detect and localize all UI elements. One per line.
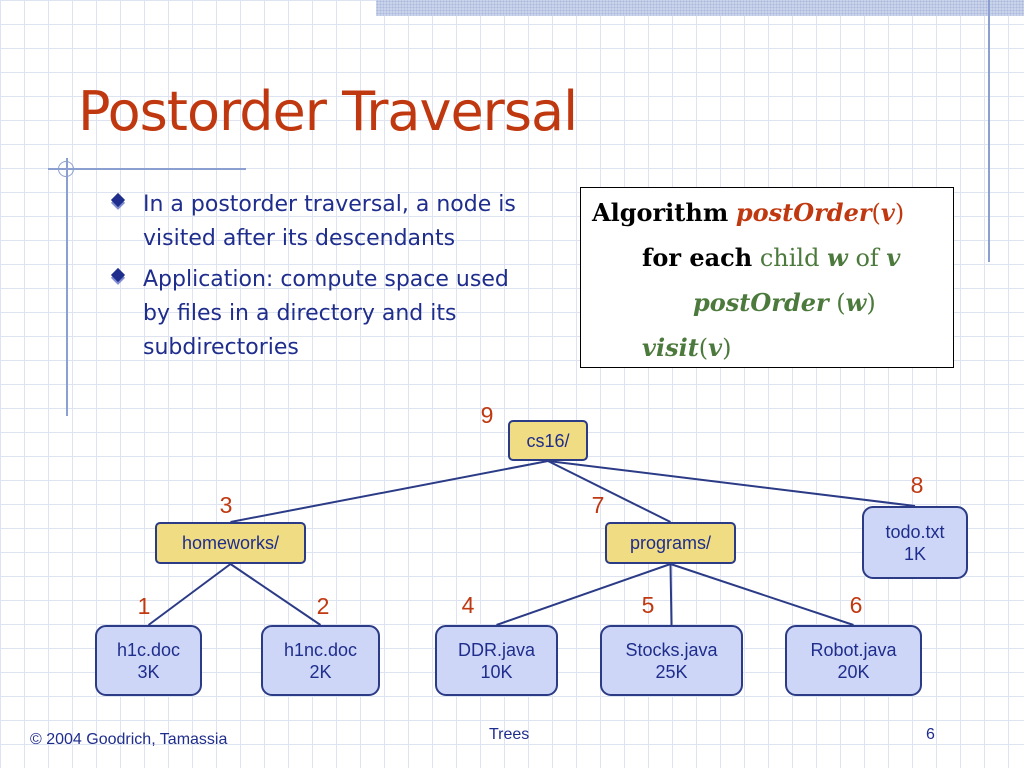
tree-edge-programs-robot [671, 564, 854, 625]
traversal-order-number: 1 [137, 593, 151, 619]
visit-arg: v [708, 333, 723, 362]
footer-page-number: 6 [926, 726, 935, 743]
directory-node-homeworks [155, 522, 306, 564]
node-name: todo.txt [885, 521, 945, 542]
node-size: 10K [480, 661, 513, 682]
node-name: DDR.java [457, 639, 536, 660]
node-name: programs/ [629, 533, 712, 553]
paren-close: ) [894, 199, 905, 227]
file-node-robot [785, 625, 922, 696]
visit-function: visit [642, 333, 699, 362]
recursive-function-name: postOrder [693, 288, 829, 317]
node-size: 2K [309, 661, 332, 682]
traversal-order-number: 5 [641, 592, 655, 618]
node-size: 1K [903, 543, 927, 564]
directory-node-programs [605, 522, 736, 564]
traversal-order-number: 3 [219, 492, 233, 518]
tree-edge-homeworks-h1nc [231, 564, 321, 625]
traversal-order-number: 6 [849, 592, 863, 618]
footer-copyright: © 2004 Goodrich, Tamassia [30, 731, 228, 748]
node-name: Stocks.java [625, 639, 718, 660]
node-name: h1nc.doc [283, 639, 358, 660]
traversal-order-number: 8 [910, 472, 924, 498]
file-node-h1nc [261, 625, 380, 696]
function-param: v [880, 198, 895, 227]
recursive-arg: w [845, 288, 867, 317]
function-name: postOrder [735, 198, 872, 227]
tree-edge-homeworks-h1c [149, 564, 231, 625]
var-v: v [886, 243, 901, 272]
traversal-order-number: 2 [316, 593, 330, 619]
file-node-ddr [435, 625, 558, 696]
paren-open: ( [698, 334, 709, 362]
slide-title: Postorder Traversal [78, 80, 578, 143]
node-name: Robot.java [810, 639, 897, 660]
tree-edge-programs-stocks [671, 564, 672, 625]
file-node-todo [862, 506, 968, 579]
node-name: h1c.doc [116, 639, 181, 660]
traversal-order-number: 7 [591, 492, 605, 518]
word-of: of [855, 244, 879, 272]
file-node-stocks [600, 625, 743, 696]
node-size: 25K [655, 661, 688, 682]
var-w: w [827, 243, 848, 272]
keyword-algorithm: Algorithm [592, 198, 729, 227]
directory-node-cs16 [508, 420, 588, 461]
paren-close: ) [866, 289, 876, 317]
node-name: homeworks/ [181, 533, 280, 553]
paren-close: ) [722, 334, 732, 362]
word-child: child [759, 244, 820, 272]
bullet-text: In a postorder traversal, a node is visited after its descendants [143, 192, 516, 251]
node-size: 3K [137, 661, 160, 682]
file-node-h1c [95, 625, 202, 696]
node-size: 20K [837, 661, 870, 682]
footer-topic: Trees [489, 726, 530, 743]
tree-edge-cs16-programs [548, 461, 671, 522]
node-name: cs16/ [526, 430, 570, 451]
tree-edge-cs16-homeworks [231, 461, 549, 522]
keyword-for-each: for each [642, 243, 753, 272]
traversal-order-number: 4 [461, 592, 475, 618]
paren-open: ( [836, 289, 846, 317]
traversal-order-number: 9 [480, 402, 494, 428]
bullet-text: Application: compute space used by files in a directory and its subdirectories [143, 267, 509, 360]
paren-open: ( [871, 199, 881, 227]
